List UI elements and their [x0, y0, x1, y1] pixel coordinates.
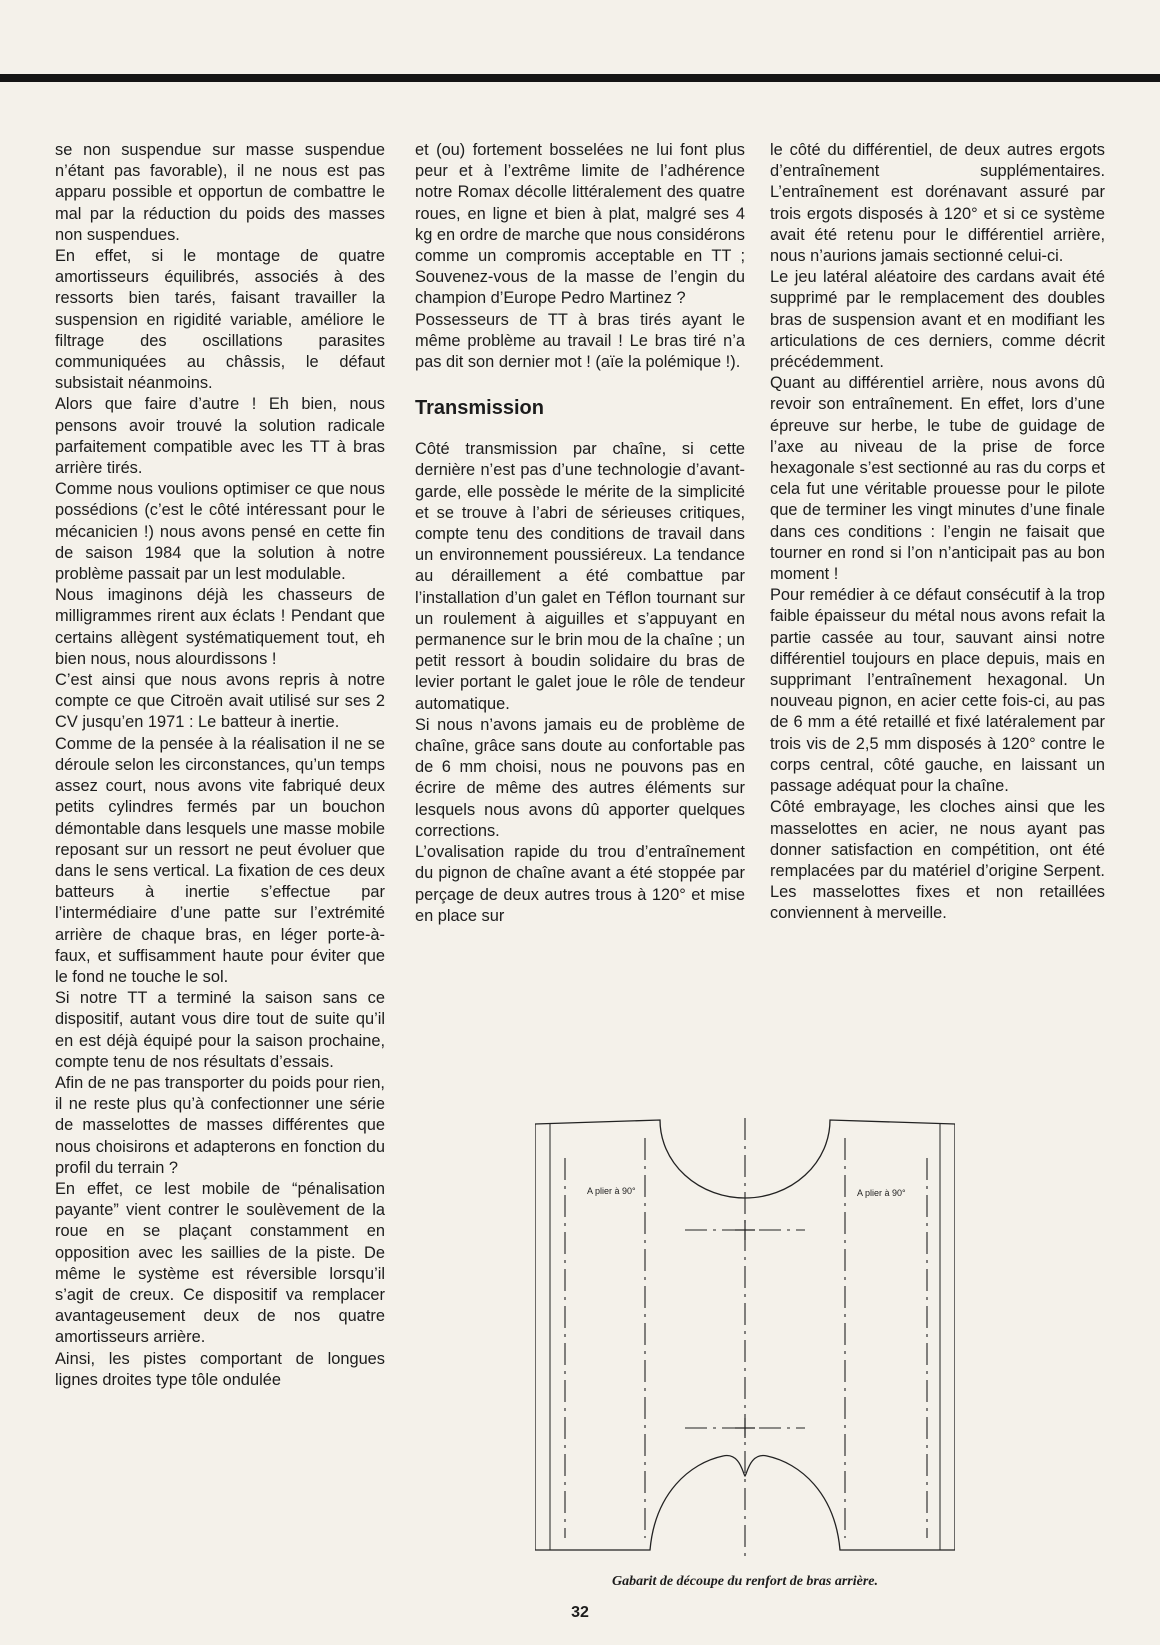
paragraph: Alors que faire d’autre ! Eh bien, nous pensons avoir trouvé la solution radicale parfaitement compatible avec les TT à bras arrière tirés.: [55, 395, 385, 478]
paragraph: Pour remédier à ce défaut consécutif à la trop faible épaisseur du métal nous avons refait la partie cassée au tour, sauvant ainsi notre différentiel toujours en place depuis, mais en supprimant l’entraînement hexagonal. Un nouveau pignon, en acier cette fois-ci, au pas de 6 mm a été retaillé et fixé latéralement par trois vis de 2,5 mm disposés à 120° contre le corps central, côté gauche, en laissant un passage adéquat pour la chaîne.: [770, 586, 1105, 796]
column-2: [415, 140, 745, 927]
page-number: 32: [571, 1604, 589, 1621]
paragraph: se non suspendue sur masse suspendue n’étant pas favorable), il ne nous est pas apparu possible et opportun de combattre le mal par la réduction du poids des masses non suspendues.: [55, 141, 385, 244]
template-drawing: [535, 1118, 955, 1558]
paragraph: En effet, ce lest mobile de “pénalisation payante” vient contrer le soulèvement de la roue en se plaçant constamment en opposition avec les saillies de la piste. De même le système est réversible lorsqu’il s’agit de creux. Ce dispositif va remplacer avantageusement deux de nos quatre amortisseurs arrière.: [55, 1179, 385, 1347]
paragraph: et (ou) fortement bosselées ne lui font plus peur et à l’extrême limite de l’adhérence notre Romax décolle littéralement des quatre roues, en ligne et bien à plat, malgré ses 4 kg en ordre de marche que nous considérons comme un compromis acceptable en TT ; Souvenez-vous de la masse de l’engin du champion d’Europe Pedro Martinez ?: [415, 141, 745, 308]
fold-label-left: A plier à 90°: [587, 1186, 636, 1196]
paragraph: Comme de la pensée à la réalisation il ne se déroule selon les circonstances, qu’un temps assez court, nous avons vite fabriqué deux petits cylindres fermés par un bouchon démontable dans lesquels une masse mobile reposant sur un ressort ne peut évoluer que dans le sens vertical. La fixation de ces deux batteurs à inertie s’effectue par l’intermédiaire d’une patte sur l’extrémité arrière de chaque bras, en léger porte-à-faux, et suffisamment haute pour éviter que le fond ne touche le sol.: [55, 734, 385, 986]
column-1: [55, 140, 385, 1391]
section-heading: Transmission: [415, 397, 544, 420]
paragraph: Côté transmission par chaîne, si cette dernière n’est pas d’une technologie d’avant-garde, elle possède le mérite de la simplicité et se trouve à l’abri de sérieuses critiques, compte tenu des conditions de travail dans un environnement poussiéreux. La tendance au déraillement a été combattue par l’installation d’un galet en Téflon tournant sur un roulement à aiguilles et s’appuyant en permanence sur le brin mou de la chaîne ; un petit ressort à boudin solidaire du bras de levier portant le galet joue le rôle de tendeur automatique.: [415, 440, 745, 713]
paragraph: Si notre TT a terminé la saison sans ce dispositif, autant vous dire tout de suite qu’il en est déjà équipé pour la saison prochaine, compte tenu de nos résultats d’essais.: [55, 989, 385, 1071]
figure-caption: Gabarit de découpe du renfort de bras arrière.: [612, 1574, 878, 1589]
paragraph: Afin de ne pas transporter du poids pour rien, il ne reste plus qu’à confectionner une série de masselottes de masses différentes que nous choisirons et adapterons en fonction du profil du terrain ?: [55, 1073, 385, 1177]
paragraph: Quant au différentiel arrière, nous avons dû revoir son entraînement. En effet, lors d’une épreuve sur herbe, le tube de guidage de l’axe au niveau de la prise de force hexagonale s’est sectionné au ras du corps et cela fut une véritable prouesse pour le pilote que de terminer les vingt minutes d’une finale dans ces conditions : l’engin ne faisait que tourner en rond si l’on n’anticipait pas au bon moment !: [770, 374, 1105, 584]
template-diagram: [535, 1118, 955, 1558]
top-rule: [0, 74, 1160, 82]
paragraph: Le jeu latéral aléatoire des cardans avait été supprimé par le remplacement des doubles bras de suspension avant et en modifiant les articulations de ces derniers, comme décrit précédemment.: [770, 268, 1105, 372]
column-3: [770, 140, 1105, 925]
paragraph: Si nous n’avons jamais eu de problème de chaîne, grâce sans doute au confortable pas de 6 mm choisi, nous ne pouvons pas en écrire de même des autres éléments sur lesquels nous avons dû apporter quelques corrections.: [415, 715, 745, 840]
fold-label-right: A plier à 90°: [857, 1188, 906, 1198]
paragraph: le côté du différentiel, de deux autres ergots d’entraînement supplémentaires. L’entraînement est dorénavant assuré par trois ergots disposés à 120° et si ce système avait été retenu pour le différentiel arrière, nous n’aurions jamais sectionné celui-ci.: [770, 141, 1105, 266]
paragraph: L’ovalisation rapide du trou d’entraînement du pignon de chaîne avant a été stoppée par perçage de deux autres trous à 120° et mise en place sur: [415, 843, 745, 925]
paragraph: C’est ainsi que nous avons repris à notre compte ce que Citroën avait utilisé sur ses 2 CV jusqu’en 1971 : Le batteur à inertie.: [55, 671, 385, 732]
paragraph: Ainsi, les pistes comportant de longues lignes droites type tôle ondulée: [55, 1349, 385, 1389]
paragraph: Possesseurs de TT à bras tirés ayant le même problème au travail ! Le bras tiré n’a pas dit son dernier mot ! (aïe la polémique !).: [415, 310, 745, 372]
paragraph: Côté embrayage, les cloches ainsi que les masselottes en acier, ne nous ayant pas donner satisfaction en compétition, ont été remplacées par du matériel d’origine Serpent. Les masselottes fixes et non retaillées conviennent à merveille.: [770, 798, 1105, 923]
paragraph: Nous imaginons déjà les chasseurs de milligrammes rirent aux éclats ! Pendant que certains allègent systématiquement tout, eh bien nous, nous alourdissons !: [55, 586, 385, 668]
paragraph: En effet, si le montage de quatre amortisseurs équilibrés, associés à des ressorts bien tarés, faisant travailler la suspension en rigidité variable, améliore le filtrage des oscillations parasites communiquées au châssis, le défaut subsistait néanmoins.: [55, 247, 385, 393]
paragraph: Comme nous voulions optimiser ce que nous possédions (c’est le côté intéressant pour le mécanicien !) nous avons pensé en cette fin de saison 1984 que la solution à notre problème passait par un lest modulable.: [55, 480, 385, 584]
